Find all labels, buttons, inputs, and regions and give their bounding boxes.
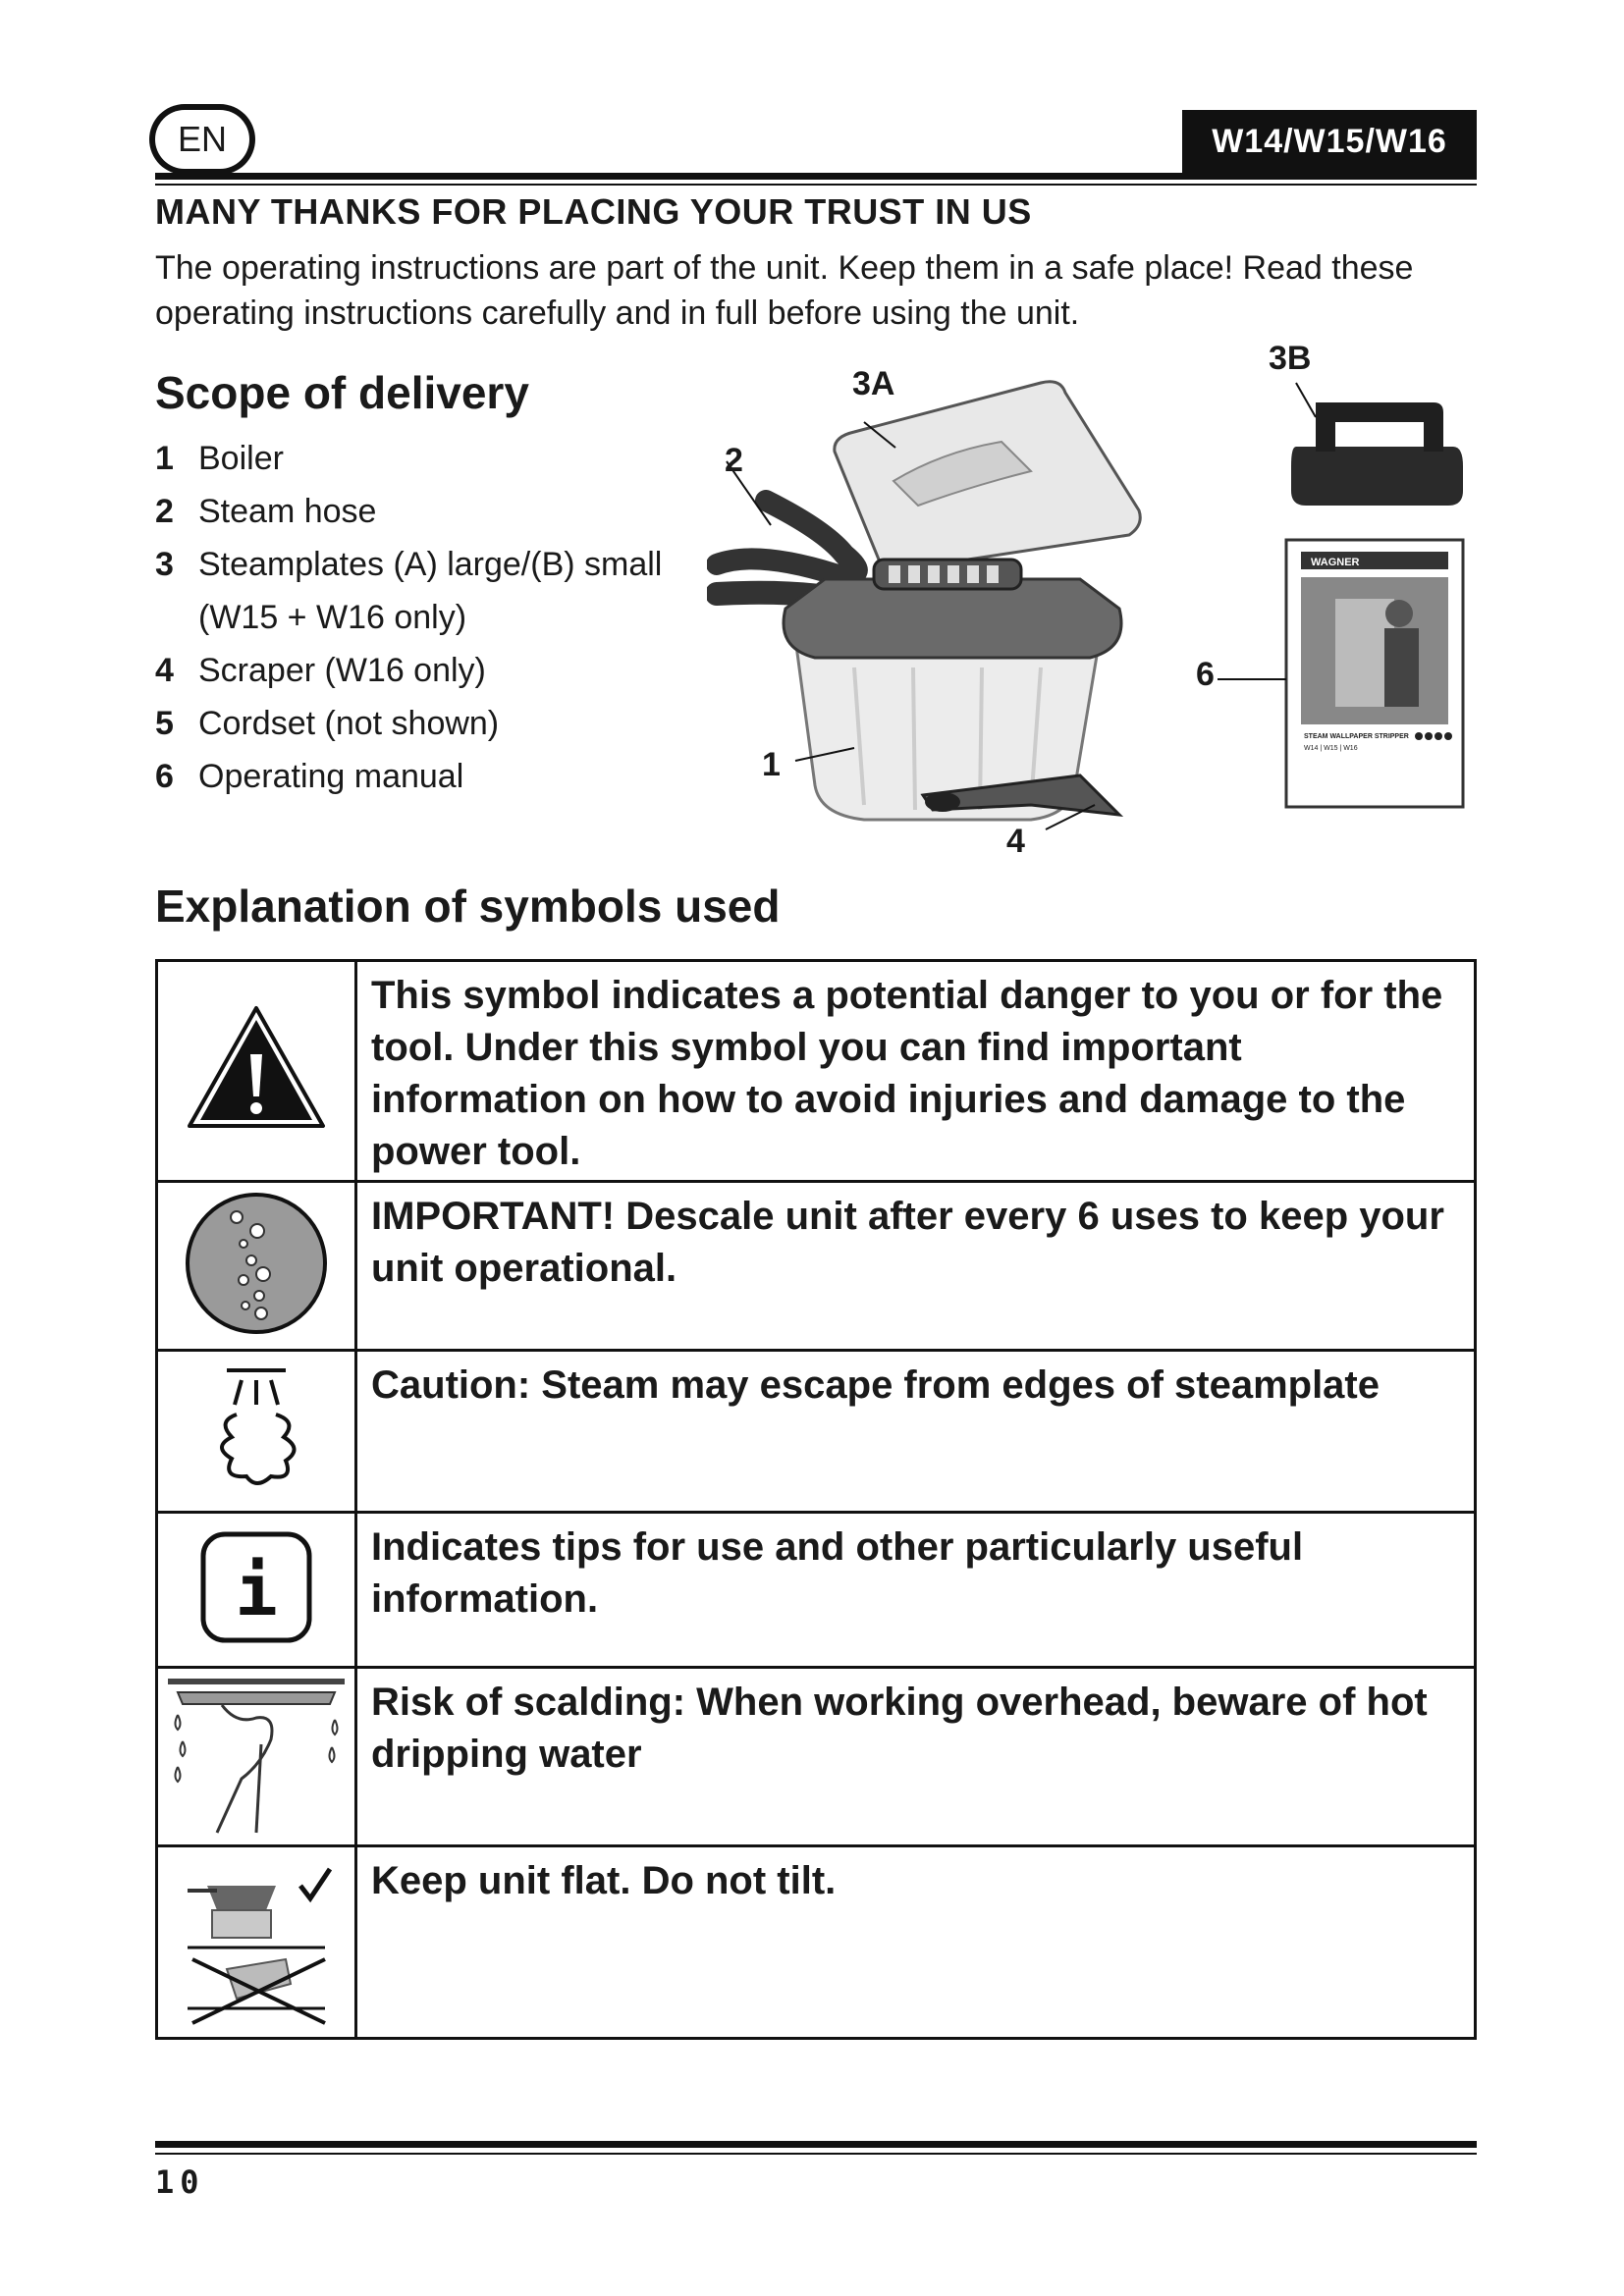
- symbol-description: Risk of scalding: When working overhead, beware of hot dripping water: [356, 1668, 1476, 1846]
- keep-flat-icon: [168, 1851, 345, 2028]
- callout-4: 4: [1006, 823, 1025, 860]
- table-row: [157, 961, 1476, 1182]
- thanks-heading: MANY THANKS FOR PLACING YOUR TRUST IN US: [155, 191, 1032, 232]
- list-item: (W15 + W16 only): [198, 599, 467, 636]
- svg-text:i: i: [235, 1549, 278, 1631]
- table-row: [157, 1513, 1476, 1668]
- svg-text:WAGNER: WAGNER: [1311, 557, 1360, 568]
- svg-text:STEAM WALLPAPER STRIPPER: STEAM WALLPAPER STRIPPER: [1304, 733, 1409, 740]
- table-row: [157, 1182, 1476, 1351]
- table-row: [157, 1846, 1476, 2039]
- symbol-description: IMPORTANT! Descale unit after every 6 uses to keep your unit operational.: [356, 1182, 1476, 1351]
- header-rule: [155, 173, 1477, 180]
- scope-list: [155, 432, 662, 803]
- table-row: [157, 1351, 1476, 1513]
- svg-text:W14 | W15 | W16: W14 | W15 | W16: [1304, 745, 1358, 752]
- list-item: 6 Operating manual: [155, 758, 464, 795]
- callout-6: 6: [1196, 656, 1215, 693]
- list-item: 4 Scraper (W16 only): [155, 652, 486, 689]
- descale-icon: [183, 1190, 330, 1337]
- manual-cover: [1286, 540, 1463, 807]
- warning-icon: [183, 1000, 330, 1138]
- scald-icon: [163, 1671, 350, 1838]
- list-item: 2 Steam hose: [155, 493, 377, 530]
- product-illustration: [707, 334, 1492, 864]
- callout-2: 2: [725, 442, 743, 479]
- header-rule-thin: [155, 184, 1477, 186]
- callout-3b: 3B: [1269, 340, 1312, 377]
- symbol-description: Caution: Steam may escape from edges of steamplate: [356, 1351, 1476, 1513]
- callout-3a: 3A: [852, 365, 895, 402]
- steamplate-large: [835, 382, 1140, 570]
- page-number: 10: [155, 2163, 205, 2201]
- footer-rule: [155, 2141, 1477, 2148]
- language-badge-label: EN: [155, 110, 249, 169]
- list-item: 1 Boiler: [155, 440, 284, 477]
- model-label: W14/W15/W16: [1182, 110, 1477, 173]
- list-item: 3 Steamplates (A) large/(B) small: [155, 546, 663, 583]
- symbol-description: Indicates tips for use and other particularly useful information.: [356, 1513, 1476, 1668]
- symbols-heading: Explanation of symbols used: [155, 881, 781, 932]
- symbol-description: This symbol indicates a potential danger to you or for the tool. Under this symbol you can find important information on how to avoid injuries and damage to the power tool.: [356, 961, 1476, 1182]
- steamplate-small: [1291, 402, 1463, 506]
- list-item: 5 Cordset (not shown): [155, 705, 500, 742]
- symbol-description: Keep unit flat. Do not tilt.: [356, 1846, 1476, 2039]
- info-icon: [197, 1528, 315, 1646]
- table-row: [157, 1668, 1476, 1846]
- callout-line: [1296, 383, 1316, 417]
- callout-1: 1: [762, 746, 781, 783]
- scope-heading: Scope of delivery: [155, 367, 529, 418]
- symbols-table: [155, 959, 1477, 2040]
- steam-icon: [197, 1361, 315, 1498]
- intro-text: The operating instructions are part of the unit. Keep them in a safe place! Read these operating instructions carefully and in full before using the unit.: [155, 249, 1414, 332]
- footer-rule-thin: [155, 2153, 1477, 2155]
